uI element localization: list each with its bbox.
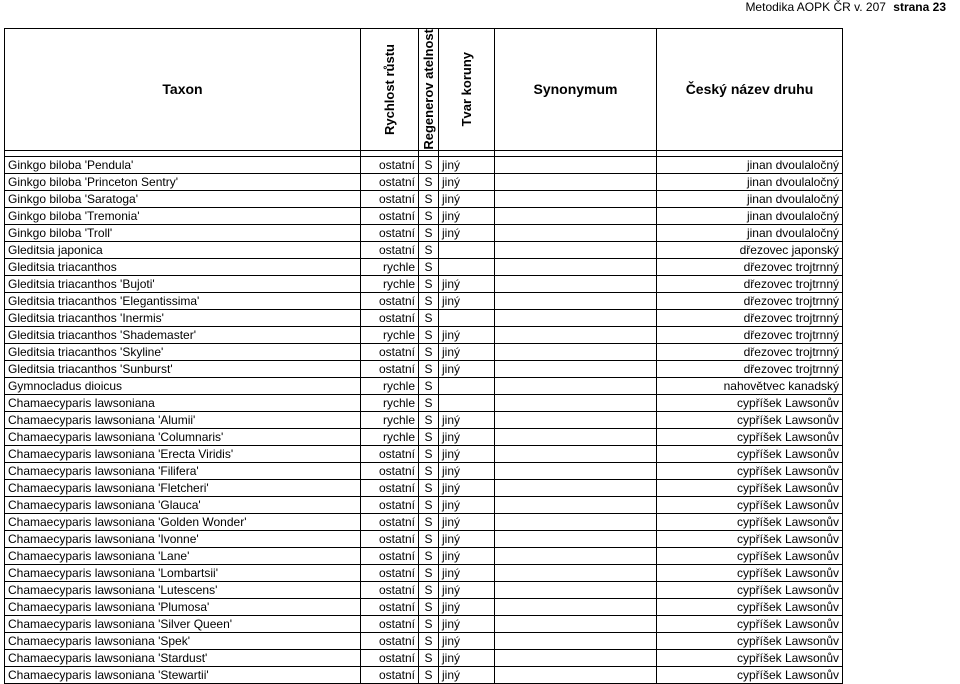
synonym-cell (495, 649, 657, 666)
czech-name-cell: cypříšek Lawsonův (657, 581, 843, 598)
crown-shape-cell: jiný (439, 530, 495, 547)
synonym-cell (495, 496, 657, 513)
table-row (5, 292, 843, 309)
table-header-row (5, 29, 843, 151)
growth-rate-cell: ostatní (361, 530, 419, 547)
regeneration-cell: S (419, 547, 439, 564)
taxon-cell: Chamaecyparis lawsoniana 'Erecta Viridis' (5, 445, 361, 462)
header-taxon: Taxon (5, 29, 361, 151)
czech-name-cell: cypříšek Lawsonův (657, 428, 843, 445)
growth-rate-cell: ostatní (361, 156, 419, 173)
growth-rate-cell: ostatní (361, 615, 419, 632)
regeneration-cell: S (419, 479, 439, 496)
crown-shape-cell: jiný (439, 207, 495, 224)
growth-rate-cell: rychle (361, 428, 419, 445)
growth-rate-cell: rychle (361, 394, 419, 411)
czech-name-cell: nahovětvec kanadský (657, 377, 843, 394)
table-row (5, 615, 843, 632)
taxon-cell: Chamaecyparis lawsoniana 'Alumii' (5, 411, 361, 428)
growth-rate-cell: ostatní (361, 173, 419, 190)
taxon-cell: Gleditsia japonica (5, 241, 361, 258)
czech-name-cell: cypříšek Lawsonův (657, 496, 843, 513)
taxon-cell: Ginkgo biloba 'Princeton Sentry' (5, 173, 361, 190)
regeneration-cell: S (419, 292, 439, 309)
growth-rate-cell: ostatní (361, 190, 419, 207)
regeneration-cell: S (419, 666, 439, 683)
table-row (5, 462, 843, 479)
growth-rate-cell: rychle (361, 326, 419, 343)
czech-name-cell: jinan dvoulaločný (657, 190, 843, 207)
czech-name-cell: cypříšek Lawsonův (657, 649, 843, 666)
crown-shape-cell: jiný (439, 479, 495, 496)
growth-rate-cell: ostatní (361, 224, 419, 241)
growth-rate-cell: ostatní (361, 547, 419, 564)
czech-name-cell: cypříšek Lawsonův (657, 547, 843, 564)
czech-name-cell: cypříšek Lawsonův (657, 411, 843, 428)
synonym-cell (495, 292, 657, 309)
czech-name-cell: dřezovec trojtrnný (657, 275, 843, 292)
table-row (5, 343, 843, 360)
czech-name-cell: cypříšek Lawsonův (657, 462, 843, 479)
table-row (5, 394, 843, 411)
taxon-cell: Chamaecyparis lawsoniana 'Ivonne' (5, 530, 361, 547)
synonym-cell (495, 479, 657, 496)
czech-name-cell: dřezovec trojtrnný (657, 258, 843, 275)
taxon-cell: Ginkgo biloba 'Saratoga' (5, 190, 361, 207)
page-number: strana 23 (893, 0, 946, 14)
crown-shape-cell: jiný (439, 445, 495, 462)
taxon-cell: Chamaecyparis lawsoniana 'Filifera' (5, 462, 361, 479)
taxon-cell: Chamaecyparis lawsoniana 'Spek' (5, 632, 361, 649)
table-row (5, 445, 843, 462)
synonym-cell (495, 564, 657, 581)
crown-shape-cell (439, 377, 495, 394)
regeneration-cell: S (419, 394, 439, 411)
table-row (5, 411, 843, 428)
crown-shape-cell: jiný (439, 547, 495, 564)
taxon-cell: Chamaecyparis lawsoniana 'Golden Wonder' (5, 513, 361, 530)
growth-rate-cell: rychle (361, 377, 419, 394)
regeneration-cell: S (419, 190, 439, 207)
taxon-cell: Chamaecyparis lawsoniana 'Fletcheri' (5, 479, 361, 496)
taxon-cell: Chamaecyparis lawsoniana 'Columnaris' (5, 428, 361, 445)
synonym-cell (495, 666, 657, 683)
table-row (5, 207, 843, 224)
table-row (5, 258, 843, 275)
regeneration-cell: S (419, 309, 439, 326)
header-czech-name: Český název druhu (657, 29, 843, 151)
crown-shape-cell: jiný (439, 173, 495, 190)
table-body (5, 156, 843, 683)
crown-shape-cell: jiný (439, 666, 495, 683)
table-row (5, 360, 843, 377)
synonym-cell (495, 513, 657, 530)
header-growth-rate (361, 29, 419, 151)
crown-shape-cell: jiný (439, 428, 495, 445)
growth-rate-cell: ostatní (361, 666, 419, 683)
regeneration-cell: S (419, 360, 439, 377)
taxon-cell: Ginkgo biloba 'Pendula' (5, 156, 361, 173)
regeneration-cell: S (419, 462, 439, 479)
crown-shape-cell: jiný (439, 564, 495, 581)
table-row (5, 309, 843, 326)
table-row (5, 377, 843, 394)
table-row (5, 241, 843, 258)
synonym-cell (495, 156, 657, 173)
taxon-cell: Chamaecyparis lawsoniana 'Lombartsii' (5, 564, 361, 581)
synonym-cell (495, 173, 657, 190)
synonym-cell (495, 377, 657, 394)
growth-rate-cell: ostatní (361, 479, 419, 496)
czech-name-cell: cypříšek Lawsonův (657, 394, 843, 411)
taxon-table (4, 28, 843, 684)
crown-shape-cell: jiný (439, 615, 495, 632)
czech-name-cell: cypříšek Lawsonův (657, 513, 843, 530)
taxon-cell: Gleditsia triacanthos 'Sunburst' (5, 360, 361, 377)
regeneration-cell: S (419, 207, 439, 224)
synonym-cell (495, 309, 657, 326)
growth-rate-cell: ostatní (361, 581, 419, 598)
growth-rate-cell: ostatní (361, 462, 419, 479)
header-crown-shape (439, 29, 495, 151)
taxon-cell: Gleditsia triacanthos 'Shademaster' (5, 326, 361, 343)
growth-rate-cell: ostatní (361, 649, 419, 666)
crown-shape-cell: jiný (439, 462, 495, 479)
table-row (5, 547, 843, 564)
crown-shape-cell: jiný (439, 513, 495, 530)
czech-name-cell: jinan dvoulaločný (657, 156, 843, 173)
table-row (5, 224, 843, 241)
czech-name-cell: dřezovec trojtrnný (657, 326, 843, 343)
growth-rate-cell: ostatní (361, 343, 419, 360)
taxon-cell: Chamaecyparis lawsoniana 'Lutescens' (5, 581, 361, 598)
taxon-cell: Ginkgo biloba 'Tremonia' (5, 207, 361, 224)
czech-name-cell: cypříšek Lawsonův (657, 598, 843, 615)
synonym-cell (495, 224, 657, 241)
taxon-cell: Chamaecyparis lawsoniana 'Silver Queen' (5, 615, 361, 632)
crown-shape-cell: jiný (439, 224, 495, 241)
taxon-cell: Gymnocladus dioicus (5, 377, 361, 394)
table-row (5, 564, 843, 581)
taxon-cell: Chamaecyparis lawsoniana 'Lane' (5, 547, 361, 564)
table-row (5, 479, 843, 496)
czech-name-cell: jinan dvoulaločný (657, 207, 843, 224)
regeneration-cell: S (419, 275, 439, 292)
synonym-cell (495, 445, 657, 462)
synonym-cell (495, 241, 657, 258)
growth-rate-cell: rychle (361, 275, 419, 292)
crown-shape-cell: jiný (439, 649, 495, 666)
growth-rate-cell: ostatní (361, 598, 419, 615)
regeneration-cell: S (419, 564, 439, 581)
crown-shape-cell: jiný (439, 598, 495, 615)
regeneration-cell: S (419, 598, 439, 615)
taxon-cell: Gleditsia triacanthos 'Elegantissima' (5, 292, 361, 309)
regeneration-cell: S (419, 530, 439, 547)
crown-shape-cell: jiný (439, 292, 495, 309)
synonym-cell (495, 207, 657, 224)
table-row (5, 496, 843, 513)
table-row (5, 649, 843, 666)
regeneration-cell: S (419, 258, 439, 275)
czech-name-cell: cypříšek Lawsonův (657, 666, 843, 683)
crown-shape-cell (439, 394, 495, 411)
synonym-cell (495, 530, 657, 547)
synonym-cell (495, 190, 657, 207)
synonym-cell (495, 411, 657, 428)
table-row (5, 275, 843, 292)
czech-name-cell: dřezovec trojtrnný (657, 309, 843, 326)
regeneration-cell: S (419, 224, 439, 241)
regeneration-cell: S (419, 326, 439, 343)
regeneration-cell: S (419, 377, 439, 394)
taxon-cell: Chamaecyparis lawsoniana (5, 394, 361, 411)
czech-name-cell: cypříšek Lawsonův (657, 445, 843, 462)
growth-rate-cell: ostatní (361, 241, 419, 258)
crown-shape-cell: jiný (439, 581, 495, 598)
czech-name-cell: cypříšek Lawsonův (657, 615, 843, 632)
regeneration-cell: S (419, 156, 439, 173)
header-synonym: Synonymum (495, 29, 657, 151)
regeneration-cell: S (419, 496, 439, 513)
table-row (5, 513, 843, 530)
czech-name-cell: jinan dvoulaločný (657, 224, 843, 241)
synonym-cell (495, 615, 657, 632)
growth-rate-cell: ostatní (361, 564, 419, 581)
taxon-cell: Ginkgo biloba 'Troll' (5, 224, 361, 241)
growth-rate-cell: rychle (361, 258, 419, 275)
crown-shape-cell: jiný (439, 496, 495, 513)
synonym-cell (495, 598, 657, 615)
czech-name-cell: cypříšek Lawsonův (657, 564, 843, 581)
taxon-cell: Gleditsia triacanthos 'Skyline' (5, 343, 361, 360)
growth-rate-cell: ostatní (361, 632, 419, 649)
taxon-cell: Chamaecyparis lawsoniana 'Stewartii' (5, 666, 361, 683)
czech-name-cell: cypříšek Lawsonův (657, 530, 843, 547)
crown-shape-cell (439, 309, 495, 326)
czech-name-cell: dřezovec japonský (657, 241, 843, 258)
crown-shape-cell: jiný (439, 360, 495, 377)
synonym-cell (495, 360, 657, 377)
growth-rate-cell: ostatní (361, 496, 419, 513)
growth-rate-cell: ostatní (361, 445, 419, 462)
regeneration-cell: S (419, 513, 439, 530)
crown-shape-cell: jiný (439, 632, 495, 649)
taxon-cell: Chamaecyparis lawsoniana 'Glauca' (5, 496, 361, 513)
synonym-cell (495, 343, 657, 360)
table-row (5, 428, 843, 445)
czech-name-cell: dřezovec trojtrnný (657, 343, 843, 360)
crown-shape-cell: jiný (439, 343, 495, 360)
growth-rate-cell: ostatní (361, 360, 419, 377)
growth-rate-cell: ostatní (361, 292, 419, 309)
regeneration-cell: S (419, 241, 439, 258)
header-crown-shape-label: Tvar koruny (459, 52, 474, 127)
synonym-cell (495, 547, 657, 564)
regeneration-cell: S (419, 615, 439, 632)
header-growth-rate-label: Rychlost růstu (382, 43, 397, 135)
page-header (745, 0, 946, 14)
table-row (5, 666, 843, 683)
crown-shape-cell (439, 241, 495, 258)
czech-name-cell: dřezovec trojtrnný (657, 292, 843, 309)
synonym-cell (495, 275, 657, 292)
page-header-text: Metodika AOPK ČR v. 207 (745, 0, 886, 14)
regeneration-cell: S (419, 649, 439, 666)
synonym-cell (495, 394, 657, 411)
table-row (5, 190, 843, 207)
taxon-cell: Chamaecyparis lawsoniana 'Plumosa' (5, 598, 361, 615)
synonym-cell (495, 258, 657, 275)
header-regeneration-label: Regenerov atelnost (421, 29, 436, 150)
crown-shape-cell: jiný (439, 326, 495, 343)
growth-rate-cell: ostatní (361, 207, 419, 224)
synonym-cell (495, 326, 657, 343)
regeneration-cell: S (419, 343, 439, 360)
taxon-cell: Chamaecyparis lawsoniana 'Stardust' (5, 649, 361, 666)
czech-name-cell: cypříšek Lawsonův (657, 632, 843, 649)
header-regeneration (419, 29, 439, 151)
table-row (5, 632, 843, 649)
regeneration-cell: S (419, 581, 439, 598)
table-row (5, 581, 843, 598)
crown-shape-cell (439, 258, 495, 275)
growth-rate-cell: ostatní (361, 309, 419, 326)
taxon-cell: Gleditsia triacanthos 'Bujoti' (5, 275, 361, 292)
regeneration-cell: S (419, 173, 439, 190)
czech-name-cell: cypříšek Lawsonův (657, 479, 843, 496)
table-row (5, 326, 843, 343)
synonym-cell (495, 462, 657, 479)
regeneration-cell: S (419, 428, 439, 445)
growth-rate-cell: rychle (361, 411, 419, 428)
regeneration-cell: S (419, 632, 439, 649)
table-row (5, 173, 843, 190)
czech-name-cell: dřezovec trojtrnný (657, 360, 843, 377)
taxon-cell: Gleditsia triacanthos 'Inermis' (5, 309, 361, 326)
synonym-cell (495, 632, 657, 649)
table-row (5, 156, 843, 173)
taxon-cell: Gleditsia triacanthos (5, 258, 361, 275)
table-row (5, 530, 843, 547)
crown-shape-cell: jiný (439, 411, 495, 428)
regeneration-cell: S (419, 411, 439, 428)
crown-shape-cell: jiný (439, 156, 495, 173)
regeneration-cell: S (419, 445, 439, 462)
table-row (5, 598, 843, 615)
crown-shape-cell: jiný (439, 275, 495, 292)
czech-name-cell: jinan dvoulaločný (657, 173, 843, 190)
growth-rate-cell: ostatní (361, 513, 419, 530)
synonym-cell (495, 428, 657, 445)
synonym-cell (495, 581, 657, 598)
crown-shape-cell: jiný (439, 190, 495, 207)
